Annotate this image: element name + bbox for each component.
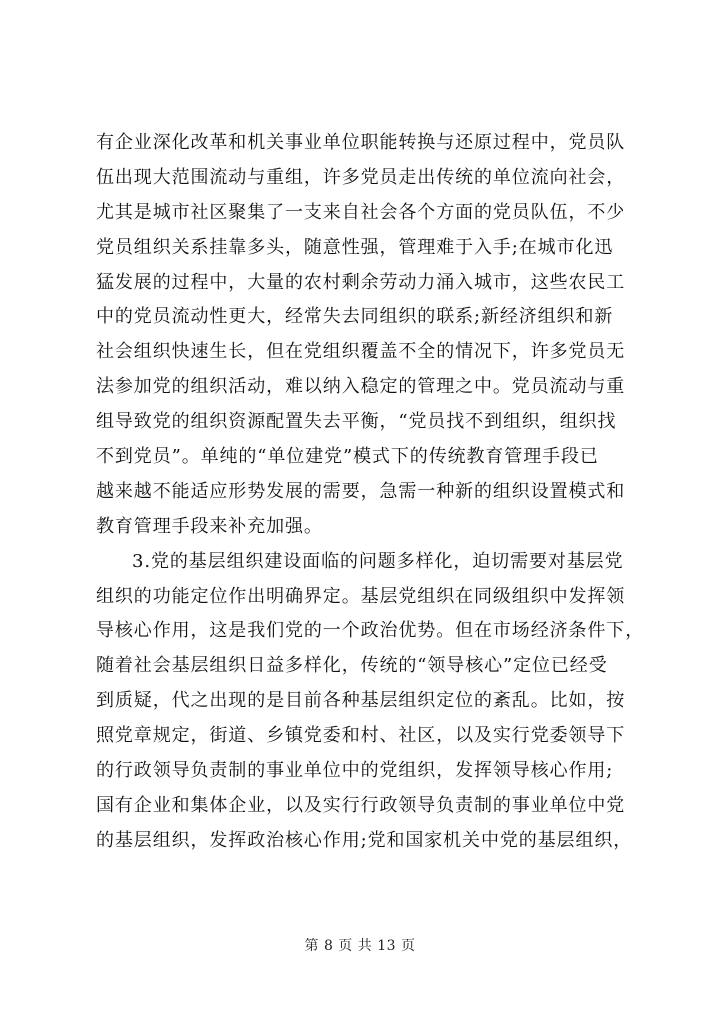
page-number-footer: 第 8 页 共 13 页 xyxy=(304,938,416,954)
text-line: 的基层组织，发挥政治核心作用;党和国家机关中党的基层组织， xyxy=(96,829,633,851)
text-line: 不到党员”。单纯的“单位建党”模式下的传统教育管理手段已 xyxy=(96,446,599,468)
text-line: 越来越不能适应形势发展的需要，急需一种新的组织设置模式和 xyxy=(96,480,626,502)
text-line: 中的党员流动性更大，经常失去同组织的联系;新经济组织和新 xyxy=(96,306,614,328)
text-line: 组导致党的组织资源配置失去平衡，“党员找不到组织，组织找 xyxy=(96,411,617,433)
text-line: 党员组织关系挂靠多头，随意性强，管理难于入手;在城市化迅 xyxy=(96,236,614,258)
text-line: 社会组织快速生长，但在党组织覆盖不全的情况下，许多党员无 xyxy=(96,341,626,363)
text-line: 尤其是城市社区聚集了一支来自社会各个方面的党员队伍，不少 xyxy=(96,201,626,223)
text-line: 猛发展的过程中，大量的农村剩余劳动力涌入城市，这些农民工 xyxy=(96,271,626,293)
text-line: 伍出现大范围流动与重组，许多党员走出传统的单位流向社会， xyxy=(96,166,626,188)
text-line: 国有企业和集体企业，以及实行行政领导负责制的事业单位中党 xyxy=(96,794,626,816)
text-line: 随着社会基层组织日益多样化，传统的“领导核心”定位已经受 xyxy=(96,655,608,677)
paragraph-start-line: 3.党的基层组织建设面临的问题多样化，迫切需要对基层党 xyxy=(132,550,624,572)
body-text xyxy=(96,126,645,859)
text-line: 到质疑，代之出现的是目前各种基层组织定位的紊乱。比如，按 xyxy=(96,690,626,712)
text-line: 照党章规定，街道、乡镇党委和村、社区，以及实行党委领导下 xyxy=(96,725,626,747)
text-line: 导核心作用，这是我们党的一个政治优势。但在市场经济条件下， xyxy=(96,620,645,642)
text-line: 组织的功能定位作出明确界定。基层党组织在同级组织中发挥领 xyxy=(96,585,626,607)
text-line: 有企业深化改革和机关事业单位职能转换与还原过程中，党员队 xyxy=(96,132,626,153)
text-line: 教育管理手段来补充加强。 xyxy=(96,515,323,537)
text-line: 的行政领导负责制的事业单位中的党组织，发挥领导核心作用; xyxy=(96,760,614,782)
text-line: 法参加党的组织活动，难以纳入稳定的管理之中。党员流动与重 xyxy=(96,376,626,398)
